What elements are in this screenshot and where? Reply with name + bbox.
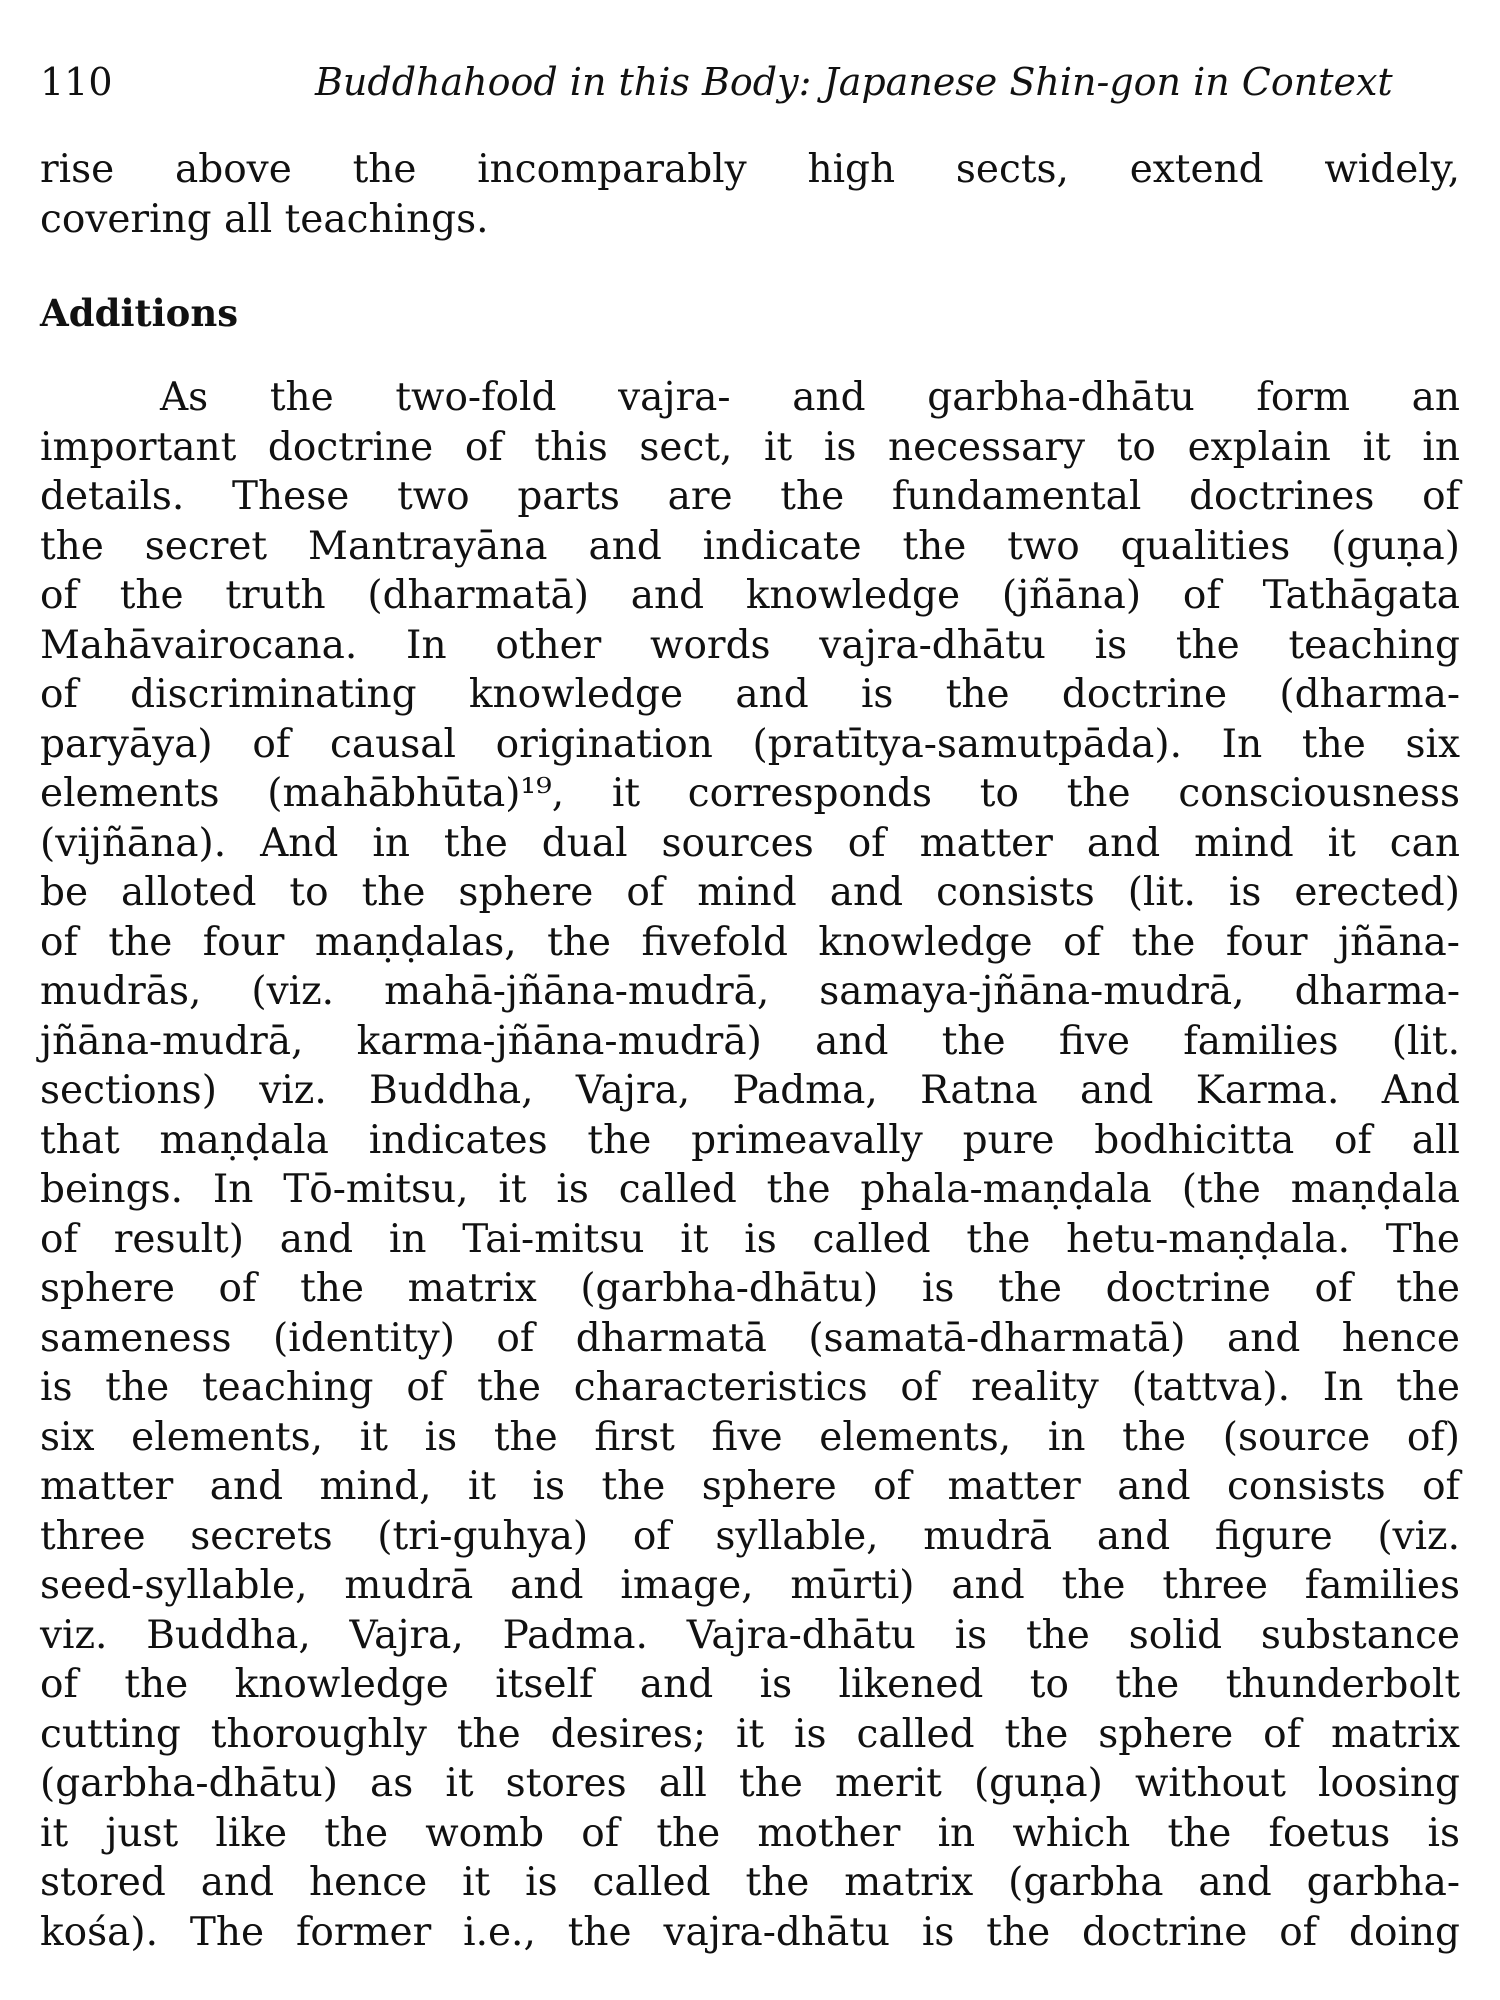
text-line: it just like the womb of the mother in which the foetus is bbox=[40, 1810, 1460, 1856]
section-heading: Additions bbox=[40, 291, 239, 335]
text-line: of the knowledge itself and is likened to the thunderbolt bbox=[40, 1662, 1460, 1707]
text-line: sphere of the matrix (garbha-dhātu) is the doctrine of the bbox=[40, 1266, 1460, 1311]
text-line: paryāya) of causal origination (pratītya-samutpāda). In the six bbox=[40, 721, 1460, 767]
text-line: Mahāvairocana. In other words vajra-dhātu is the teaching bbox=[40, 622, 1460, 668]
text-line: seed-syllable, mudrā and image, mūrti) and the three families bbox=[40, 1563, 1460, 1608]
text-line: beings. In Tō-mitsu, it is called the phala-maṇḍala (the maṇḍala bbox=[40, 1167, 1460, 1212]
text-line: rise above the incomparably high sects, extend widely, bbox=[40, 147, 1460, 192]
text-line: of result) and in Tai-mitsu it is called the hetu-maṇḍala. The bbox=[40, 1216, 1460, 1262]
page-number: 110 bbox=[40, 60, 113, 104]
text-line: the secret Mantrayāna and indicate the two qualities (guṇa) bbox=[40, 523, 1460, 569]
text-line: kośa). The former i.e., the vajra-dhātu is the doctrine of doing bbox=[40, 1909, 1460, 1955]
text-line: (garbha-dhātu) as it stores all the merit (guṇa) without loosing bbox=[40, 1761, 1460, 1806]
running-head bbox=[40, 52, 1460, 112]
text-line: of the four maṇḍalas, the fivefold knowledge of the four jñāna- bbox=[40, 919, 1460, 965]
text-line: matter and mind, it is the sphere of matter and consists of bbox=[40, 1464, 1460, 1509]
text-line: sections) viz. Buddha, Vajra, Padma, Ratna and Karma. And bbox=[40, 1068, 1460, 1113]
text-line: three secrets (tri-guhya) of syllable, mudrā and figure (viz. bbox=[40, 1513, 1460, 1559]
text-line: (vijñāna). And in the dual sources of matter and mind it can bbox=[40, 820, 1460, 866]
text-line: covering all teachings. bbox=[40, 196, 489, 242]
text-line: of discriminating knowledge and is the doctrine (dharma- bbox=[40, 672, 1460, 717]
text-line: be alloted to the sphere of mind and consists (lit. is erected) bbox=[40, 870, 1460, 915]
text-line: cutting thoroughly the desires; it is called the sphere of matrix bbox=[40, 1711, 1460, 1757]
text-line: that maṇḍala indicates the primeavally pure bodhicitta of all bbox=[40, 1117, 1460, 1163]
text-line: stored and hence it is called the matrix (garbha and garbha- bbox=[40, 1860, 1460, 1905]
text-line: mudrās, (viz. mahā-jñāna-mudrā, samaya-jñāna-mudrā, dharma- bbox=[40, 969, 1460, 1014]
text-line: details. These two parts are the fundamental doctrines of bbox=[40, 474, 1460, 519]
text-line: As the two-fold vajra- and garbha-dhātu form an bbox=[160, 375, 1460, 420]
text-line: sameness (identity) of dharmatā (samatā-dharmatā) and hence bbox=[40, 1315, 1460, 1361]
running-title: Buddhahood in this Body: Japanese Shin-gon in Context bbox=[315, 60, 1393, 104]
body-text bbox=[40, 145, 1460, 1957]
text-line: jñāna-mudrā, karma-jñāna-mudrā) and the five families (lit. bbox=[40, 1018, 1460, 1064]
text-line: of the truth (dharmatā) and knowledge (jñāna) of Tathāgata bbox=[40, 573, 1460, 618]
text-line: important doctrine of this sect, it is necessary to explain it in bbox=[40, 424, 1460, 470]
text-line: viz. Buddha, Vajra, Padma. Vajra-dhātu is the solid substance bbox=[40, 1612, 1460, 1658]
text-line: elements (mahābhūta)¹⁹, it corresponds to the consciousness bbox=[40, 771, 1460, 816]
text-line: six elements, it is the first five elements, in the (source of) bbox=[40, 1414, 1460, 1460]
text-line: is the teaching of the characteristics of reality (tattva). In the bbox=[40, 1365, 1460, 1410]
